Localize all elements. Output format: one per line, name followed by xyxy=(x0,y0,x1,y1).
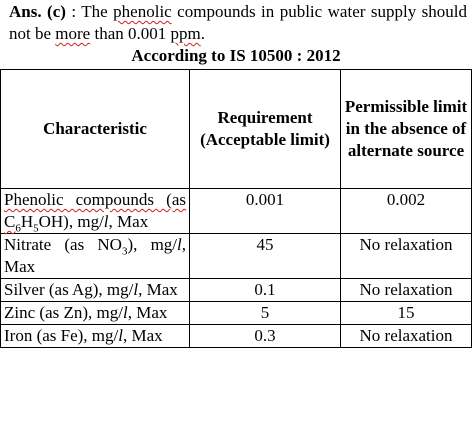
cell-permissible: No relaxation xyxy=(341,279,472,302)
characteristic-text: Iron (as Fe), mg/ xyxy=(4,326,119,345)
answer-text-middle: compounds in public water supply should not be xyxy=(9,2,468,43)
cell-characteristic xyxy=(1,234,190,279)
cell-requirement: 45 xyxy=(190,234,341,279)
characteristic-text: H xyxy=(20,212,34,231)
table-header-row xyxy=(1,70,472,189)
cell-permissible: 15 xyxy=(341,302,472,325)
cell-requirement: 5 xyxy=(190,302,341,325)
characteristic-text: , Max xyxy=(138,280,178,299)
unit-litre: l xyxy=(118,326,123,345)
cell-characteristic xyxy=(1,189,190,234)
unit-litre: l xyxy=(103,212,109,231)
answer-paragraph xyxy=(9,1,467,45)
answer-text-before: : The xyxy=(65,2,114,21)
answer-text-after: than 0.001 xyxy=(90,24,171,43)
cell-permissible: 0.002 xyxy=(341,189,472,234)
subscript: 3 xyxy=(121,245,128,258)
unit-litre: l xyxy=(177,235,182,254)
table-row xyxy=(1,234,472,279)
answer-text-end: . xyxy=(200,24,205,43)
header-characteristic: Characteristic xyxy=(1,70,190,189)
cell-requirement: 0.1 xyxy=(190,279,341,302)
standards-table xyxy=(0,69,472,348)
cell-permissible: No relaxation xyxy=(341,325,472,348)
answer-highlight-phenolic: phenolic xyxy=(113,2,172,21)
answer-highlight-more: more xyxy=(55,24,91,43)
table-row xyxy=(1,189,472,234)
unit-litre: l xyxy=(122,303,128,322)
characteristic-text: , Max xyxy=(4,235,187,276)
characteristic-text: Silver (as Ag), mg/ xyxy=(4,280,134,299)
answer-highlight-ppm: ppm xyxy=(170,24,201,43)
characteristic-text: , Max xyxy=(127,303,168,322)
header-permissible: Permissible limit in the absence of alternate source xyxy=(341,70,472,189)
table-row xyxy=(1,302,472,325)
characteristic-text: , Max xyxy=(123,326,163,345)
cell-requirement: 0.3 xyxy=(190,325,341,348)
unit-litre: l xyxy=(133,280,139,299)
standard-title: According to IS 10500 : 2012 xyxy=(131,46,341,65)
table-row xyxy=(1,279,472,302)
subscript: 5 xyxy=(33,222,39,235)
characteristic-text: OH), mg/ xyxy=(38,212,104,231)
cell-permissible: No relaxation xyxy=(341,234,472,279)
cell-characteristic xyxy=(1,279,190,302)
cell-characteristic xyxy=(1,302,190,325)
subscript: 6 xyxy=(15,222,21,235)
answer-label: Ans. (c) xyxy=(9,2,66,21)
characteristic-text: Phenolic compounds (as C xyxy=(4,190,186,231)
characteristic-text: , Max xyxy=(108,212,149,231)
header-requirement: Requirement (Acceptable limit) xyxy=(190,70,341,189)
characteristic-text: Nitrate (as NO xyxy=(4,235,122,254)
cell-characteristic xyxy=(1,325,190,348)
characteristic-text: ), mg/ xyxy=(127,235,178,254)
cell-requirement: 0.001 xyxy=(190,189,341,234)
table-row xyxy=(1,325,472,348)
characteristic-text: Zinc (as Zn), mg/ xyxy=(4,303,123,322)
